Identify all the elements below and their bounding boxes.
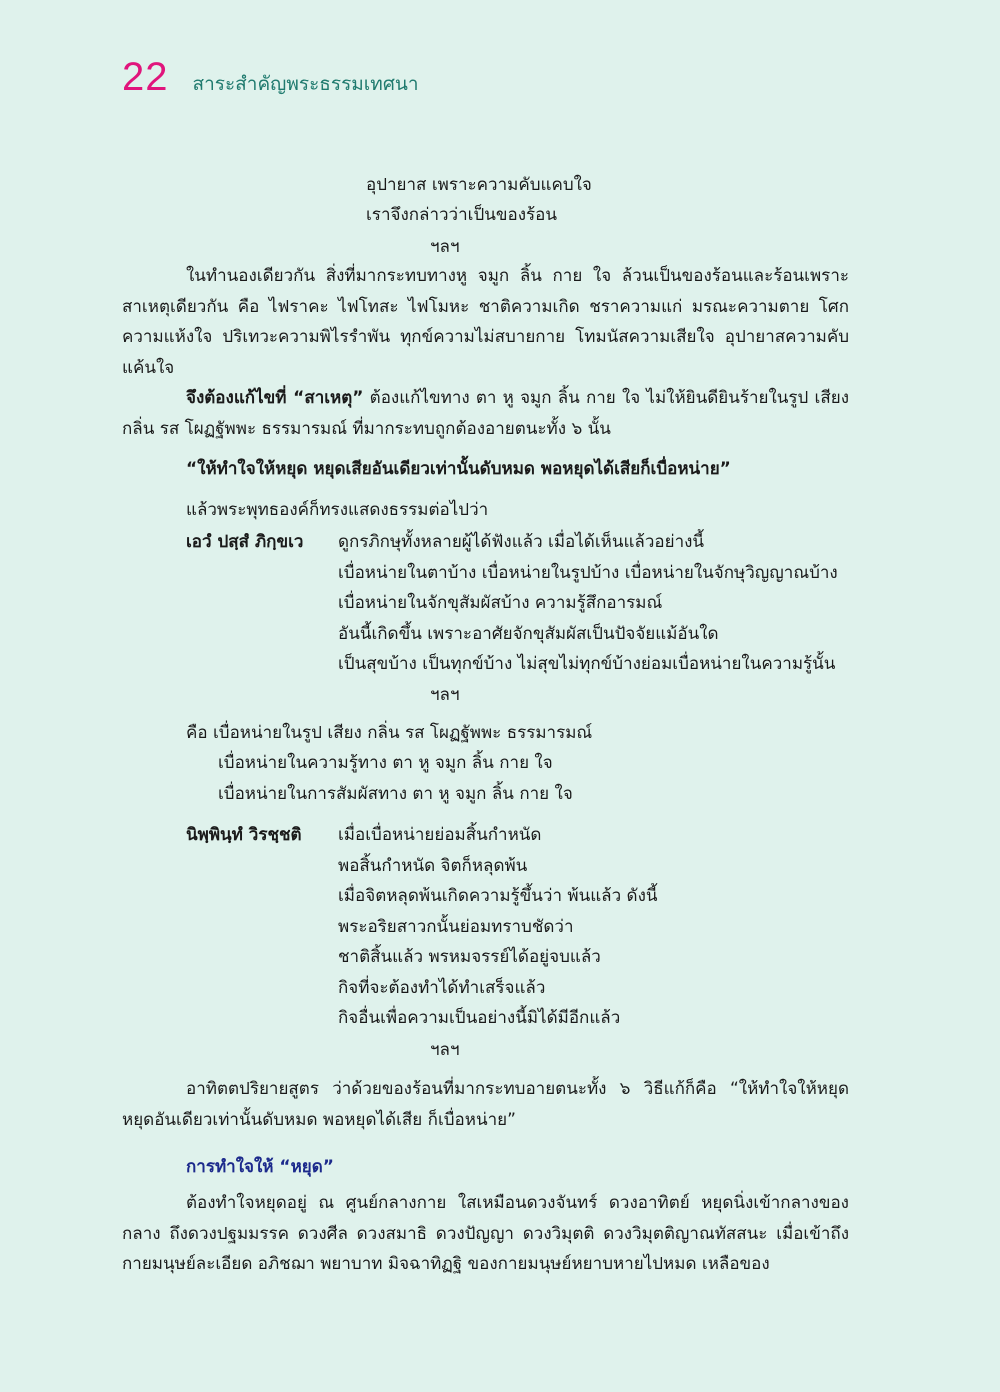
paragraph-3: [122, 1074, 849, 1135]
verse-2-line: เมื่อเบื่อหน่ายย่อมสิ้นกำหนัด: [338, 825, 542, 845]
verse-1-line: ดูกรภิกษุทั้งหลายผู้ได้ฟังแล้ว เมื่อได้เห็นแล้วอย่างนี้: [338, 532, 705, 552]
running-title: สาระสำคัญพระธรรมเทศนา: [192, 73, 419, 95]
paragraph-2-bold-lead: จึงต้องแก้ไขที่ “สาเหตุ”: [186, 388, 364, 408]
intro-line-2: เราจึงกล่าวว่าเป็นของร้อน: [366, 205, 557, 225]
continue-line: แล้วพระพุทธองค์ก็ทรงแสดงธรรมต่อไปว่า: [186, 500, 489, 520]
verse-1-line: เป็นสุขบ้าง เป็นทุกข์บ้าง ไม่สุขไม่ทุกข์บ้างย่อมเบื่อหน่ายในความรู้นั้น: [338, 654, 836, 674]
verse-2-line: ชาติสิ้นแล้ว พรหมจรรย์ได้อยู่จบแล้ว: [338, 947, 601, 967]
verse-2-label: นิพฺพินฺทํ วิรชฺชติ: [186, 825, 302, 845]
paragraph-4: [122, 1188, 849, 1280]
verse-1-line: เบื่อหน่ายในตาบ้าง เบื่อหน่ายในรูปบ้าง เบื่อหน่ายในจักษุวิญญาณบ้าง: [338, 562, 838, 583]
verse-1-label: เอวํ ปสฺสํ ภิกฺขเว: [186, 532, 304, 552]
verse-2-line: พอสิ้นกำหนัด จิตก็หลุดพ้น: [338, 855, 528, 876]
verse-2-line: กิจที่จะต้องทำได้ทำเสร็จแล้ว: [338, 977, 546, 998]
lae-marker-2: ฯลฯ: [430, 685, 460, 705]
lae-marker-1: ฯลฯ: [430, 237, 460, 257]
page-header: [122, 52, 419, 102]
intro-line-1: อุปายาส เพราะความคับแคบใจ: [366, 175, 592, 195]
kue-line-2: เบื่อหน่ายในความรู้ทาง ตา หู จมูก ลิ้น กาย ใจ: [218, 753, 553, 773]
verse-2-block: [338, 820, 658, 1034]
paragraph-2-text: ต้องแก้ไขทาง ตา หู จมูก ลิ้น กาย ใจ ไม่ให้ยินดียินร้ายในรูป เสียง กลิ่น รส โผฏฐัพพะ ธรรมารมณ์ ที่มากระทบถูกต้องอายตนะทั้ง ๖ นั้น: [122, 388, 849, 439]
section-heading: การทำใจให้ “หยุด”: [186, 1157, 334, 1177]
verse-2-line: เมื่อจิตหลุดพ้นเกิดความรู้ขึ้นว่า พ้นแล้ว ดังนี้: [338, 886, 658, 906]
paragraph-3-text: อาทิตตปริยายสูตร ว่าด้วยของร้อนที่มากระทบอายตนะทั้ง ๖ วิธีแก้ก็คือ “ให้ทำใจให้หยุด หยุดอันเดียวเท่านั้นดับหมด พอหยุดได้เสีย ก็เบื่อหน่าย”: [122, 1079, 849, 1130]
quote-bold: “ให้ทำใจให้หยุด หยุดเสียอันเดียวเท่านั้นดับหมด พอหยุดได้เสียก็เบื่อหน่าย”: [186, 459, 731, 479]
verse-2-line: กิจอื่นเพื่อความเป็นอย่างนี้มิได้มีอีกแล้ว: [338, 1008, 621, 1028]
verse-1-block: [338, 527, 838, 680]
lae-marker-3: ฯลฯ: [430, 1040, 460, 1060]
page-number: 22: [122, 55, 169, 99]
kue-line-1: คือ เบื่อหน่ายในรูป เสียง กลิ่น รส โผฏฐัพพะ ธรรมารมณ์: [186, 723, 593, 743]
verse-2-line: พระอริยสาวกนั้นย่อมทราบชัดว่า: [338, 916, 574, 937]
paragraph-2: [122, 383, 849, 444]
verse-1-line: อันนี้เกิดขึ้น เพราะอาศัยจักขุสัมผัสเป็นปัจจัยแม้อันใด: [338, 623, 719, 644]
paragraph-4-text: ต้องทำใจหยุดอยู่ ณ ศูนย์กลางกาย ใสเหมือนดวงจันทร์ ดวงอาทิตย์ หยุดนิ่งเข้ากลางของกลาง ถึงดวงปฐมมรรค ดวงศีล ดวงสมาธิ ดวงปัญญา ดวงวิมุตติ ดวงวิมุตติญาณทัสสนะ เมื่อเข้าถึงกายมนุษย์ละเอียด อภิชฌา พยาบาท มิจฉาทิฏฐิ ของกายมนุษย์หยาบหายไปหมด เหลือของ: [122, 1193, 849, 1274]
paragraph-1: [122, 261, 849, 383]
verse-1-line: เบื่อหน่ายในจักขุสัมผัสบ้าง ความรู้สึกอารมณ์: [338, 593, 663, 613]
paragraph-1-text: ในทำนองเดียวกัน สิ่งที่มากระทบทางหู จมูก ลิ้น กาย ใจ ล้วนเป็นของร้อนและร้อนเพราะสาเหตุเดียวกัน คือ ไฟราคะ ไฟโทสะ ไฟโมหะ ชาติความเกิด ชราความแก่ มรณะความตาย โศกความแห้งใจ ปริเทวะความพิไรรำพัน ทุกข์ความไม่สบายกาย โทมนัสความเสียใจ อุปายาสความคับแค้นใจ: [122, 266, 849, 378]
kue-line-3: เบื่อหน่ายในการสัมผัสทาง ตา หู จมูก ลิ้น กาย ใจ: [218, 784, 573, 804]
